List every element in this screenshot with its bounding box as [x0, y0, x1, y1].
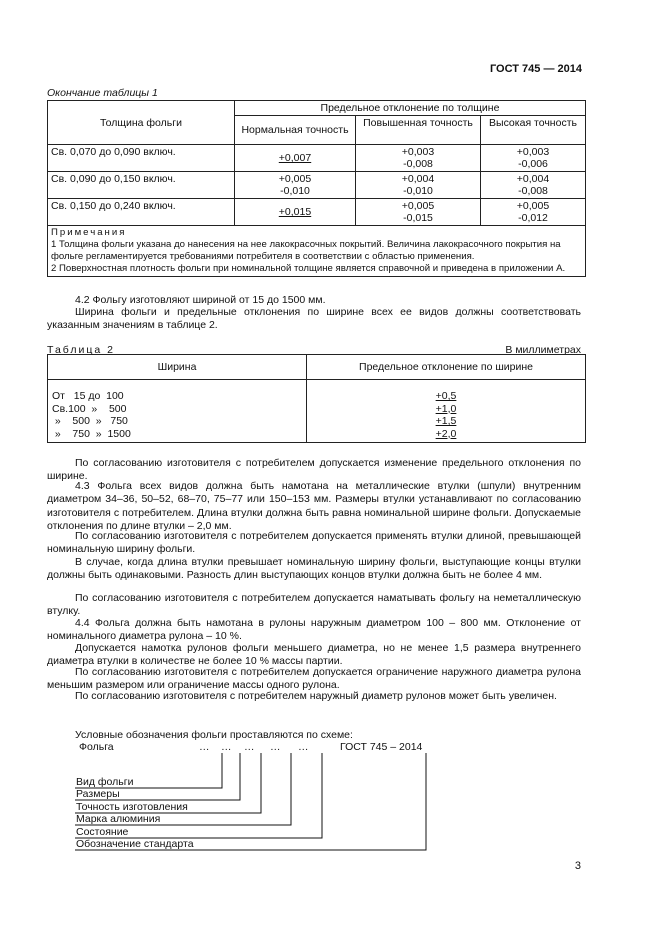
very-high-deviation-minus: -0,008 [518, 185, 548, 197]
paragraph-4-2: 4.2 Фольгу изготовляют шириной от 15 до 1500 мм. [75, 294, 326, 306]
very-high-deviation-plus: +0,005 [516, 200, 550, 212]
scheme-intro: Условные обозначения фольги проставляются по схеме: [75, 729, 353, 741]
normal-deviation-plus: +0,005 [278, 173, 312, 185]
normal-deviation: +0,015 [278, 206, 312, 218]
scheme-label: Состояние [76, 826, 129, 838]
scheme-word: Фольга [79, 741, 114, 753]
document-header: ГОСТ 745 — 2014 [489, 63, 582, 75]
very-high-deviation-plus: +0,004 [516, 173, 550, 185]
scheme-label: Обозначение стандарта [76, 838, 194, 850]
scheme-label: Точность изготовления [76, 801, 188, 813]
scheme-label: Марка алюминия [76, 813, 161, 825]
scheme-standard: ГОСТ 745 – 2014 [340, 741, 423, 753]
width-deviation: +0,5 [435, 390, 457, 402]
width-range: » 500 » 750 [52, 415, 128, 427]
paragraph-4-2-width: Ширина фольги и предельные отклонения по ширине всех ее видов должны соответствовать указанным значениям в таблице 2. [47, 306, 581, 332]
scheme-label: Вид фольги [76, 776, 134, 788]
paragraph-4-3: 4.3 Фольга всех видов должна быть намотана на металлические втулки (шпули) внутренним диаметром 34–36, 50–52, 68–70, 75–77 или 150–153 мм. Размеры втулки устанавливают по согласованию изготовителя с потребителем. Длина втулки должна быть равна номинальной ширине фольги. Допускаемые отклонения по длине втулки – 2,0 мм. [47, 480, 581, 533]
scheme-dots: … [244, 741, 255, 753]
scheme-dots: … [221, 741, 232, 753]
note-1: 1 Толщина фольги указана до нанесения на нее лакокрасочных покрытий. Величина лакокрасочного покрытия на фольге регламентируется требованиями потребителя в соответствии с областью применения. [51, 239, 561, 262]
table1-header-normal: Нормальная точность [235, 116, 356, 145]
table2-unit: В миллиметрах [505, 344, 581, 356]
width-deviation: +2,0 [435, 427, 457, 440]
width-deviation: +1,0 [435, 402, 457, 415]
thickness-range: Св. 0,070 до 0,090 включ. [48, 145, 235, 172]
table2-header-deviation: Предельное отклонение по ширине [307, 355, 586, 380]
high-deviation-minus: -0,010 [403, 185, 433, 197]
width-range: » 750 » 1500 [52, 427, 131, 440]
page-number: 3 [574, 860, 581, 872]
scheme-dots: … [199, 741, 210, 753]
paragraph: По согласованию изготовителя с потребителем допускается ограничение наружного диаметра рулона меньшим размером или ограничение массы одного рулона. [47, 666, 581, 692]
paragraph: В случае, когда длина втулки превышает номинальную ширину фольги, выступающие концы втулки должны быть одинаковыми. Разность длин выступающих концов втулки должна быть не более 4 мм. [47, 556, 581, 582]
scheme-dots: … [270, 741, 281, 753]
table2-header-width: Ширина [48, 355, 307, 380]
thickness-range: Св. 0,090 до 0,150 включ. [48, 172, 235, 199]
table2-caption: Таблица 2 [47, 344, 115, 356]
high-deviation-minus: -0,008 [403, 158, 433, 170]
paragraph: Допускается намотка рулонов фольги меньшего диаметра, но не менее 1,5 размера внутреннего диаметра втулки в количестве не более 10 % массы партии. [47, 642, 581, 668]
table1-header-group: Предельное отклонение по толщине [235, 101, 586, 116]
scheme-label: Размеры [76, 788, 120, 800]
width-deviation: +1,5 [435, 415, 457, 427]
notes-title: Примечания [51, 227, 127, 238]
thickness-range: Св. 0,150 до 0,240 включ. [48, 199, 235, 226]
high-deviation-minus: -0,015 [403, 212, 433, 224]
very-high-deviation-minus: -0,006 [518, 158, 548, 170]
normal-deviation-minus: -0,010 [280, 185, 310, 197]
table1-header-thickness: Толщина фольги [48, 101, 235, 145]
table1-caption: Окончание таблицы 1 [47, 87, 158, 99]
high-deviation-plus: +0,005 [401, 200, 435, 212]
very-high-deviation-minus: -0,012 [518, 212, 548, 224]
scheme-dots: … [298, 741, 309, 753]
paragraph: По согласованию изготовителя с потребителем допускается изменение предельного отклонения по ширине. [47, 457, 581, 483]
paragraph-4-4: 4.4 Фольга должна быть намотана в рулоны наружным диаметром 100 – 800 мм. Отклонение от номинального диаметра рулона – 10 %. [47, 617, 581, 643]
note-2: 2 Поверхностная плотность фольги при номинальной толщине является справочной и приведена в приложении А. [51, 263, 566, 274]
high-deviation-plus: +0,004 [401, 173, 435, 185]
normal-deviation: +0,007 [278, 152, 312, 164]
high-deviation-plus: +0,003 [401, 146, 435, 158]
paragraph: По согласованию изготовителя с потребителем наружный диаметр рулонов может быть увеличен. [75, 690, 557, 702]
width-range: От 15 до 100 [52, 390, 124, 402]
very-high-deviation-plus: +0,003 [516, 146, 550, 158]
table1-header-very-high: Высокая точность [481, 116, 586, 145]
paragraph: По согласованию изготовителя с потребителем допускается применять втулки длиной, превышающей номинальную ширину фольги. [47, 530, 581, 556]
paragraph: По согласованию изготовителя с потребителем допускается наматывать фольгу на неметаллическую втулку. [47, 592, 581, 618]
table1-header-high: Повышенная точность [356, 116, 481, 145]
width-range: Св.100 » 500 [52, 402, 127, 415]
